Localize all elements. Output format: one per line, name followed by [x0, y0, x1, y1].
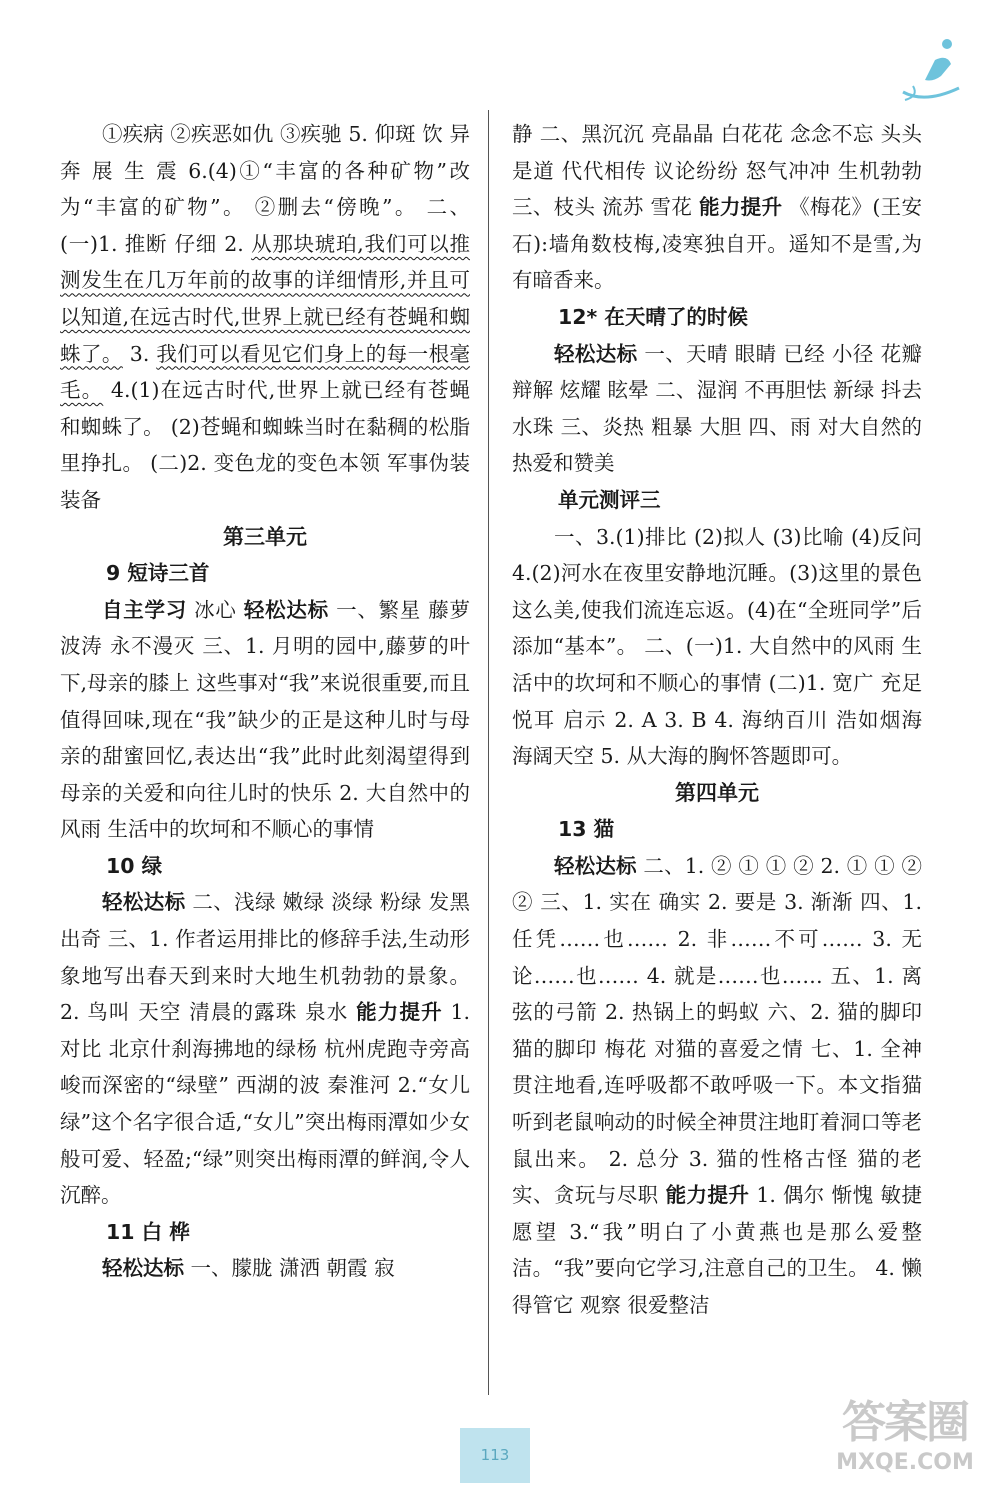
answer-block-unit-test-3: 一、3.(1)排比 (2)拟人 (3)比喻 (4)反问 4.(2)河水在夜里安静地沉睡。(3)这里的景色这么美,使我们流连忘返。(4)在“全班同学”后添加“基本”。 二、(一)1. 大自然中的风雨 生活中的坎坷和不顺心的事情 (二)1. 宽广 充足 悦耳 启示 2. A 3. B 4. 海纳百川 浩如烟海 海阔天空 5. 从大海的胸怀答题即可。 [512, 524, 922, 769]
section-label: 轻松达标 [102, 890, 186, 915]
section-label: 能力提升 [699, 195, 783, 220]
answer-block-lesson-9: 自主学习 冰心 轻松达标 一、繁星 藤萝 波涛 永不漫灭 三、1. 月明的园中,藤萝的叶下,母亲的膝上 这些事对“我”来说很重要,而且值得回味,现在“我”缺少的正是这种儿时与母亲的甜蜜回忆,表达出“我”此时此刻渴望得到母亲的关爱和向往儿时的快乐 2. 大自然中的风雨 生活中的坎坷和不顺心的事情 [60, 597, 470, 842]
skier-decoration-icon [895, 30, 965, 110]
lesson-title-9: 9 短诗三首 [106, 561, 210, 586]
lesson-title-10: 10 绿 [106, 853, 163, 878]
unit-heading-4: 第四单元 [675, 780, 759, 805]
section-label: 轻松达标 [554, 341, 638, 366]
lesson-title-13: 13 猫 [558, 817, 615, 842]
watermark-url: MXQE.COM [836, 1450, 974, 1475]
lesson-title-12: 12* 在天晴了的时候 [558, 304, 748, 329]
unit-heading-3: 第三单元 [223, 524, 307, 549]
section-label: 能力提升 [665, 1183, 750, 1208]
answer-block-lesson-13: 轻松达标 二、1. ② ① ① ② 2. ① ① ② ② 三、1. 实在 确实 2. 要是 3. 渐渐 四、1. 任凭……也…… 2. 非……不可…… 3. 无论……也…… 4. 就是……也…… 五、1. 离弦的弓箭 2. 热锅上的蚂蚁 六、2. 猫的脚印 猫的脚印 梅花 对猫的喜爱之情 七、1. 全神贯注地看,连呼吸都不敢呼吸一下。本文指猫听到老鼠响动的时候全神贯注地盯着洞口等老鼠出来。 2. 总分 3. 猫的性格古怪 猫的老实、贪玩与尽职 能力提升 1. 偶尔 惭愧 敏捷 愿望 3.“我”明白了小黄燕也是那么爱整洁。“我”要向它学习,注意自己的卫生。 4. 懒得管它 观察 很爱整洁 [512, 853, 923, 1317]
left-column [60, 116, 470, 1287]
section-label: 轻松达标 [102, 1256, 184, 1281]
answer-block-lesson-11-cont: 静 二、黑沉沉 亮晶晶 白花花 念念不忘 头头是道 代代相传 议论纷纷 怒气冲冲 生机勃勃 三、枝头 流苏 雪花 能力提升 《梅花》(王安石):墙角数枝梅,凌寒独自开。遥知不是雪,为有暗香来。 [512, 122, 922, 293]
right-column [512, 116, 922, 1324]
answer-block-lesson-11: 轻松达标 一、朦胧 潇洒 朝霞 寂 [102, 1256, 395, 1281]
section-label: 自主学习 [102, 597, 187, 622]
answer-block-unit2-end: ①疾病 ②疾恶如仇 ③疾驰 5. 仰斑 饮 异 奔 展 生 震 6.(4)①“丰富的各种矿物”改为“丰富的矿物”。 ②删去“傍晚”。 二、(一)1. 推断 仔细 2. 从那块琥珀,我们可以推测发生在几万年前的故事的详细情形,并且可以知道,在远古时代,世界上就已经有苍蝇和蜘蛛了。 3. 我们可以看见它们身上的每一根毫毛。 4.(1)在远古时代,世界上就已经有苍蝇和蜘蛛了。 (2)苍蝇和蜘蛛当时在黏稠的松脂里挣扎。 (二)2. 变色龙的变色本领 军事伪装装备 [60, 122, 471, 512]
unit-test-title-3: 单元测评三 [558, 487, 661, 512]
section-label: 能力提升 [356, 1000, 443, 1025]
section-label: 轻松达标 [243, 597, 329, 622]
column-divider [488, 110, 489, 1395]
section-label: 轻松达标 [554, 853, 637, 878]
watermark-logo [820, 1398, 990, 1492]
watermark-title: 答案圈 [842, 1397, 968, 1448]
underlined-answer: 我们可以看见它们身上的每一根毫毛。 [60, 341, 471, 403]
answer-block-lesson-10: 轻松达标 二、浅绿 嫩绿 淡绿 粉绿 发黑 出奇 三、1. 作者运用排比的修辞手法,生动形象地写出春天到来时大地生机勃勃的景象。 2. 鸟叫 天空 清晨的露珠 泉水 能力提升 1. 对比 北京什刹海拂地的绿杨 杭州虎跑寺旁高峻而深密的“绿壁” 西湖的波 秦淮河 2.“女儿绿”这个名字很合适,“女儿”突出梅雨潭如少女般可爱、轻盈;“绿”则突出梅雨潭的鲜润,令人沉醉。 [60, 890, 470, 1208]
underlined-answer: 从那块琥珀,我们可以推测发生在几万年前的故事的详细情形,并且可以知道,在远古时代,世界上就已经有苍蝇和蜘蛛了。 [60, 231, 470, 366]
answer-block-lesson-12: 轻松达标 一、天晴 眼睛 已经 小径 花瓣 辩解 炫耀 眩晕 二、湿润 不再胆怯 新绿 抖去水珠 三、炎热 粗暴 大胆 四、雨 对大自然的热爱和赞美 [512, 341, 922, 476]
page-number: 113 [460, 1428, 530, 1483]
lesson-title-11: 11 白 桦 [106, 1219, 190, 1244]
